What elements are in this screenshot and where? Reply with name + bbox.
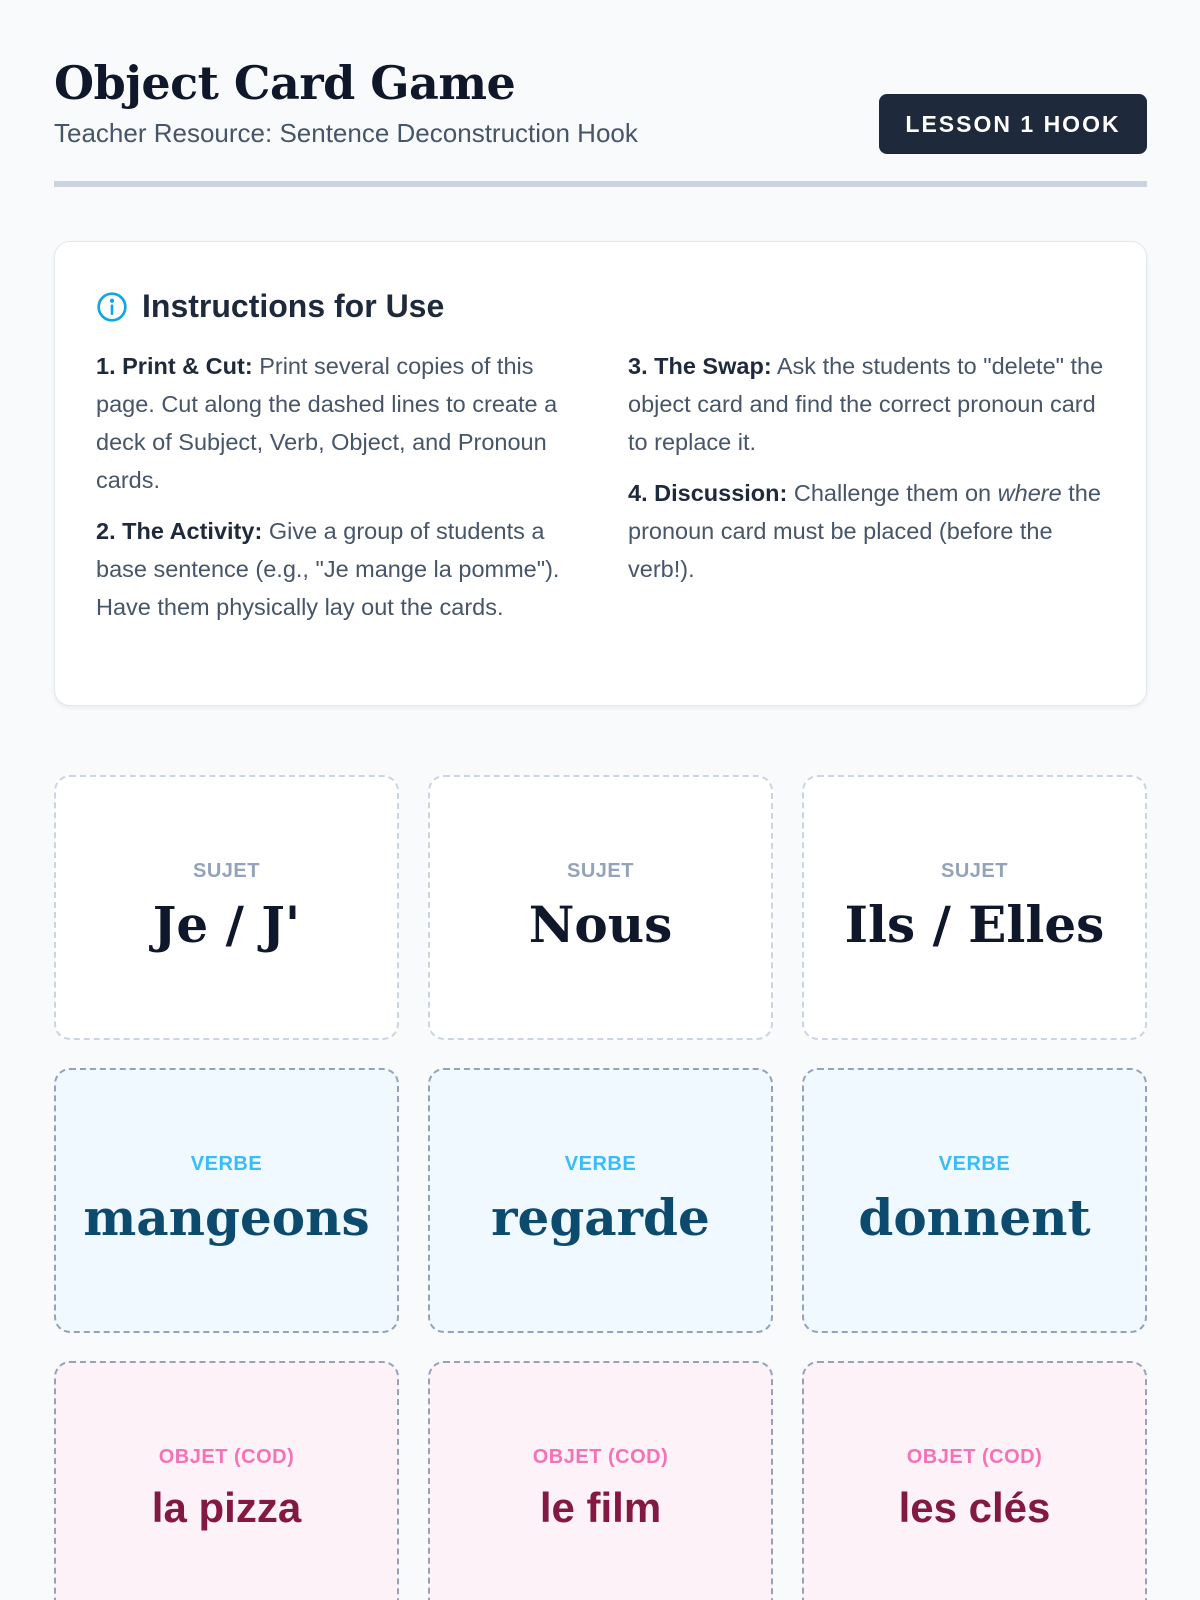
step-text: the pronoun card must be placed (before the verb!). bbox=[628, 480, 1101, 582]
step-label: 3. The Swap: bbox=[628, 353, 772, 379]
card-word: mangeons bbox=[83, 1188, 370, 1247]
header bbox=[54, 0, 1147, 187]
instructions-column-left bbox=[96, 347, 574, 639]
instructions-panel bbox=[54, 241, 1147, 706]
card-subject bbox=[802, 775, 1147, 1040]
card-type-label: SUJET bbox=[941, 860, 1008, 882]
card-word: les clés bbox=[898, 1484, 1051, 1531]
lesson-badge: LESSON 1 HOOK bbox=[879, 94, 1147, 154]
card-type-label: OBJET (COD) bbox=[532, 1446, 669, 1468]
card-word: Ils / Elles bbox=[844, 895, 1105, 954]
instructions-title: Instructions for Use bbox=[142, 288, 445, 324]
step-emphasis: where bbox=[997, 480, 1062, 506]
card-word: la pizza bbox=[151, 1484, 302, 1531]
card-type-label: VERBE bbox=[938, 1153, 1011, 1175]
card-type-label: OBJET (COD) bbox=[158, 1446, 295, 1468]
page bbox=[54, 0, 1147, 1531]
card-verb bbox=[54, 1068, 399, 1333]
card-subject bbox=[428, 775, 773, 1040]
card-verb bbox=[428, 1068, 773, 1333]
card-word: donnent bbox=[858, 1188, 1091, 1247]
card-type-label: VERBE bbox=[190, 1153, 263, 1175]
step-text: Ask the students to "delete" the object card and find the correct pronoun card to replace it. bbox=[628, 353, 1104, 455]
instructions-header bbox=[96, 288, 444, 325]
instructions-column-right bbox=[628, 347, 1106, 601]
card-type-label: OBJET (COD) bbox=[906, 1446, 1043, 1468]
card-word: Je / J' bbox=[152, 895, 301, 954]
instruction-step bbox=[628, 474, 1106, 588]
card-word: Nous bbox=[528, 895, 673, 954]
card-word: regarde bbox=[491, 1188, 710, 1247]
step-text: Give a group of students a base sentence (e.g., "Je mange la pomme"). Have them physically lay out the cards. bbox=[96, 518, 560, 620]
instruction-step bbox=[628, 347, 1106, 461]
step-text: Challenge them on bbox=[793, 480, 992, 506]
step-text: Print several copies of this page. Cut along the dashed lines to create a deck of Subject, Verb, Object, and Pronoun cards. bbox=[96, 353, 558, 493]
step-label: 2. The Activity: bbox=[96, 518, 263, 544]
info-icon bbox=[96, 291, 128, 323]
card-subject bbox=[54, 775, 399, 1040]
step-label: 4. Discussion: bbox=[628, 480, 788, 506]
instruction-step bbox=[96, 512, 574, 626]
card-type-label: SUJET bbox=[193, 860, 260, 882]
card-type-label: SUJET bbox=[567, 860, 634, 882]
card-verb bbox=[802, 1068, 1147, 1333]
instruction-step bbox=[96, 347, 574, 499]
card-object bbox=[54, 1361, 399, 1600]
card-object bbox=[802, 1361, 1147, 1600]
card-type-label: VERBE bbox=[564, 1153, 637, 1175]
page-title: Object Card Game bbox=[54, 56, 516, 110]
card-word: le film bbox=[539, 1484, 662, 1531]
step-label: 1. Print & Cut: bbox=[96, 353, 253, 379]
card-object bbox=[428, 1361, 773, 1600]
page-subtitle: Teacher Resource: Sentence Deconstruction Hook bbox=[54, 118, 638, 148]
